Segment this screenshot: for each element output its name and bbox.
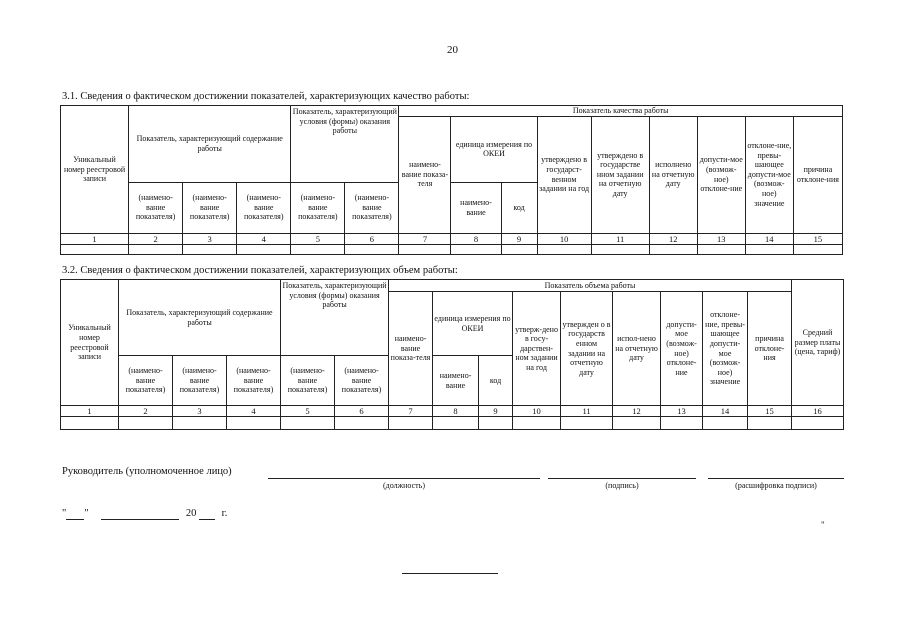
position-line[interactable] [268,478,540,479]
column-number: 4 [237,233,291,244]
empty-cell [501,244,537,254]
header-unit-code: код [501,182,537,233]
column-number: 12 [613,406,661,417]
empty-cell [479,417,513,430]
empty-cell [792,417,844,430]
column-number: 6 [335,406,389,417]
empty-cell [227,417,281,430]
header-excess-deviation: отклоне-ние, превы-шающее допусти-мое (возмож-ное) значение [703,292,748,406]
page-number: 20 [447,44,458,56]
footnote-separator [402,573,498,574]
position-caption: (должность) [383,481,425,490]
header-unit-name: наимено-вание [433,356,479,406]
column-number: 10 [513,406,561,417]
column-number: 16 [792,406,844,417]
subheader-indicator-name: (наимено-вание показателя) [129,182,183,233]
column-number: 3 [173,406,227,417]
header-excess-deviation: отклоне-ние, превы-шающее допусти-мое (возмож-ное) значение [745,116,793,233]
header-indicator-name: наимено-вание показа-теля [399,116,451,233]
volume-table [60,279,844,430]
empty-cell [291,244,345,254]
column-number: 5 [281,406,335,417]
empty-cell [183,244,237,254]
subheader-indicator-name: (наимено-вание показателя) [291,182,345,233]
empty-cell [613,417,661,430]
empty-cell [513,417,561,430]
column-number: 3 [183,233,237,244]
empty-cell [61,417,119,430]
header-approved-period: утверждено в государстве нном задании на отчетную дату [591,116,649,233]
empty-cell [345,244,399,254]
column-number: 1 [61,233,129,244]
subheader-indicator-name: (наимено-вание показателя) [281,356,335,406]
decoding-line[interactable] [708,478,844,479]
column-number: 4 [227,406,281,417]
end-mark: " [821,520,825,530]
empty-cell [237,244,291,254]
year-suffix: г. [221,508,228,519]
empty-cell [591,244,649,254]
empty-cell [119,417,173,430]
header-approved-year: утверждено в государст-венном задании на год [537,116,591,233]
subheader-indicator-name: (наимено-вание показателя) [335,356,389,406]
subheader-indicator-name: (наимено-вание показателя) [227,356,281,406]
subheader-indicator-name: (наимено-вание показателя) [173,356,227,406]
empty-cell [173,417,227,430]
column-number: 15 [793,233,842,244]
empty-cell [335,417,389,430]
quality-table [60,105,843,255]
subheader-indicator-name: (наимено-вание показателя) [119,356,173,406]
column-number: 6 [345,233,399,244]
subheader-indicator-name: (наимено-вание показателя) [237,182,291,233]
column-number: 2 [129,233,183,244]
column-number: 7 [389,406,433,417]
header-executed: исполнено на отчетную дату [649,116,697,233]
empty-cell [748,417,792,430]
empty-cell [433,417,479,430]
column-number: 14 [703,406,748,417]
empty-cell [561,417,613,430]
column-number: 7 [399,233,451,244]
column-number: 9 [501,233,537,244]
column-number: 10 [537,233,591,244]
header-approved-year: утверж-дено в госу-дарствен-ном задании на год [513,292,561,406]
empty-cell [281,417,335,430]
column-number: 11 [561,406,613,417]
header-conditions-indicator: Показатель, характеризующий условия (формы) оказания работы [291,106,399,183]
header-unit: единица измерения по ОКЕИ [433,292,513,356]
year-prefix: 20 [185,508,197,519]
open-quote: " [62,508,67,519]
header-content-indicator: Показатель, характеризующий содержание работы [119,280,281,356]
empty-cell [745,244,793,254]
column-number: 14 [745,233,793,244]
empty-cell [697,244,745,254]
header-quality-indicator: Показатель качества работы [399,106,843,117]
decoding-caption: (расшифровка подписи) [735,481,817,490]
empty-cell [451,244,501,254]
section-2-title: 3.2. Сведения о фактическом достижении показателей, характеризующих объем работы: [62,265,458,276]
column-number: 15 [748,406,792,417]
column-number: 5 [291,233,345,244]
year-field[interactable] [199,508,215,520]
header-conditions-indicator: Показатель, характеризующий условия (формы) оказания работы [281,280,389,356]
close-quote: " [84,508,89,519]
empty-cell [703,417,748,430]
column-number: 12 [649,233,697,244]
column-number: 9 [479,406,513,417]
day-field[interactable] [66,508,84,520]
header-unit-code: код [479,356,513,406]
header-unit: единица измерения по ОКЕИ [451,116,537,182]
empty-cell [793,244,842,254]
empty-cell [129,244,183,254]
empty-cell [537,244,591,254]
header-executed: испол-нено на отчетную дату [613,292,661,406]
column-number: 13 [661,406,703,417]
header-unique-number: Уникальный номер реестровой записи [61,280,119,406]
header-allowed-deviation: допусти-мое (возмож-ное) отклоне-ние [697,116,745,233]
date-row [62,508,227,520]
signature-caption: (подпись) [605,481,639,490]
header-indicator-name: наимено-вание показа-теля [389,292,433,406]
empty-cell [399,244,451,254]
signature-label: Руководитель (уполномоченное лицо) [62,466,232,477]
month-field[interactable] [101,508,179,520]
column-number: 8 [451,233,501,244]
column-number: 8 [433,406,479,417]
header-allowed-deviation: допусти-мое (возмож-ное) отклоне-ние [661,292,703,406]
header-unique-number: Уникальный номер реестровой записи [61,106,129,234]
empty-cell [661,417,703,430]
signature-line[interactable] [548,478,696,479]
header-average-fee: Средний размер платы (цена, тариф) [792,280,844,406]
empty-cell [61,244,129,254]
header-content-indicator: Показатель, характеризующий содержание работы [129,106,291,183]
header-reason: причина отклоне-ния [748,292,792,406]
subheader-indicator-name: (наимено-вание показателя) [183,182,237,233]
header-reason: причина отклоне-ния [793,116,842,233]
column-number: 1 [61,406,119,417]
header-volume-indicator: Показатель объема работы [389,280,792,292]
empty-cell [389,417,433,430]
empty-cell [649,244,697,254]
header-approved-period: утвержден о в государств енном задании на отчетную дату [561,292,613,406]
column-number: 11 [591,233,649,244]
column-number: 2 [119,406,173,417]
column-number: 13 [697,233,745,244]
section-1-title: 3.1. Сведения о фактическом достижении показателей, характеризующих качество работы: [62,91,470,102]
header-unit-name: наимено-вание [451,182,501,233]
subheader-indicator-name: (наимено-вание показателя) [345,182,399,233]
